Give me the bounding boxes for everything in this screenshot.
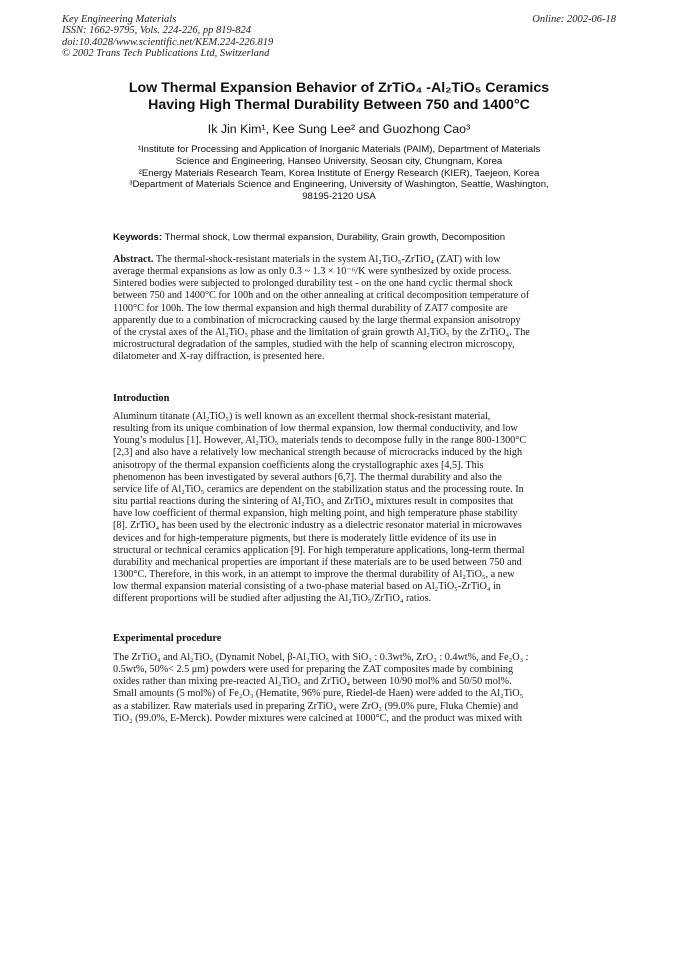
intro-line: anisotropy of the thermal expansion coefficients along the crystallographic axes [4,5]. This [113, 459, 484, 471]
abstract-line: of the crystal axes of the Al₂TiO₅ phase and the limitation of grain growth Al₂TiO₅ by the ZrTiO₄. The [113, 326, 530, 338]
intro-line: devices and for high-temperature pigments, but there is moderately little evidence of its use in [113, 532, 497, 544]
experimental-line: as a stabilizer. Raw materials used in preparing ZrTiO₄ were ZrO₂ (99.0% pure, Fluka Chemie) and [113, 700, 519, 712]
introduction-heading: Introduction [113, 393, 170, 404]
intro-line: different proportions will be studied after adjusting the Al₂TiO₅/ZrTiO₄ ratios. [113, 593, 432, 605]
intro-line: have low coefficient of thermal expansion, high melting point, and high temperature phase stability [113, 508, 518, 520]
intro-line: [8]. ZrTiO₄ has been used by the electronic industry as a dielectric resonator material in microwaves [113, 520, 522, 532]
experimental-body [113, 652, 560, 725]
affiliation-line: 98195-2120 USA [302, 191, 376, 203]
paper-title [60, 80, 618, 113]
intro-line: 1300°C. Therefore, in this work, in an attempt to improve the thermal durability of Al₂TiO₅, a new [113, 569, 515, 581]
intro-line: low thermal expansion material consisting of a two-phase material based on Al₂TiO₅-ZrTiO₄ in [113, 581, 501, 593]
affiliation-line: ¹Institute for Processing and Application of Inorganic Materials (PAIM), Department of Materials [137, 144, 541, 155]
abstract-line: Sintered bodies were subjected to prolonged durability test - on the one hand cyclic thermal shock [113, 278, 513, 290]
intro-line: Young’s modulus [1]. However, Al₂TiO₅ materials tends to decompose fully in the range 800-1300°C [113, 435, 527, 447]
abstract-line: dilatometer and X-ray diffraction, is presented here. [113, 351, 325, 363]
affiliations [96, 144, 582, 203]
abstract-line: between 750 and 1400°C for 100h and on the other annealing at critical decomposition temperature of [113, 290, 530, 302]
abstract-label: Abstract. [113, 254, 154, 265]
intro-line: durability and mechanical properties are important if these materials are to be used between 750 and [113, 556, 522, 568]
abstract-line: 1100°C for 100h. The low thermal expansion and high thermal durability of ZAT7 composite are [113, 302, 508, 314]
online-date: Online: 2002-06-18 [532, 14, 616, 25]
intro-line: structural or technical ceramics application [9]. For high temperature applications, long-term thermal [113, 544, 525, 556]
experimental-line: The ZrTiO₄ and Al₂TiO₅ (Dynamit Nobel, β-Al₂TiO₅ with SiO₂ : 0.3wt%, ZrO₂ : 0.4wt%, and Fe₂O₃ : [113, 652, 529, 663]
journal-name: Key Engineering Materials [62, 14, 177, 25]
abstract-line: average thermal expansions as low as only 0.3 ~ 1.3 × 10⁻⁶/K were synthesized by oxide process. [113, 266, 512, 278]
experimental-line: Small amounts (5 mol%) of Fe₂O₃ (Hematite, 96% pure, Riedel-de Haen) were added to the Al₂TiO₅ [113, 688, 524, 700]
journal-header [62, 14, 273, 60]
keywords [113, 232, 505, 243]
doi-line[interactable]: doi:10.4028/www.scientific.net/KEM.224-226.819 [62, 36, 274, 48]
intro-line: phenomenon has been investigated by several authors [6,7]. The thermal durability and also the [113, 471, 502, 483]
abstract-line: Abstract. The thermal-shock-resistant materials in the system Al₂TiO₅-ZrTiO₄ (ZAT) with low [113, 254, 501, 265]
experimental-line: 0.5wt%, 50%< 2.5 μm) powders were used for preparing the ZAT composites made by combining [113, 664, 514, 676]
intro-line: [2,3] and also have a relatively low mechanical strength because of microcracks induced by the high [113, 447, 523, 459]
affiliation-line: ³Department of Materials Science and Engineering, University of Washington, Seattle, Washington, [129, 179, 549, 191]
copyright-line: © 2002 Trans Tech Publications Ltd, Switzerland [62, 48, 270, 60]
affiliation-line: ²Energy Materials Research Team, Korea Institute of Energy Research (KIER), Taejeon, Korea [138, 167, 540, 179]
experimental-line: oxides rather than mixing pre-reacted Al₂TiO₅ and ZrTiO₄ between 10/90 mol% and 50/50 mol%. [113, 676, 512, 688]
experimental-line: TiO₂ (99.0%, E-Merck). Powder mixtures were calcined at 1000°C, and the product was mixed with [113, 712, 522, 724]
affiliation-line: Science and Engineering, Hanseo University, Seosan city, Chungnam, Korea [175, 155, 503, 167]
title-line-2: Having High Thermal Durability Between 750 and 1400°C [148, 96, 530, 113]
abstract-line: apparently due to a combination of microcracking caused by the large thermal expansion anisotropy [113, 314, 521, 326]
intro-line: service life of Al₂TiO₅ ceramics are dependent on the stabilization status and the processing route. In [113, 483, 524, 495]
intro-line: situ partial reactions during the sintering of Al₂TiO₅ and ZrTiO₄ mixtures result in composites that [113, 496, 514, 508]
author-list: Ik Jin Kim¹, Kee Sung Lee² and Guozhong Cao³ [207, 122, 471, 136]
issn-line: ISSN: 1662-9795, Vols. 224-226, pp 819-824 [62, 25, 251, 37]
intro-line: Aluminum titanate (Al₂TiO₅) is well known as an excellent thermal shock-resistant material, [113, 411, 491, 422]
experimental-heading: Experimental procedure [113, 633, 222, 644]
introduction-body [113, 411, 560, 606]
abstract-line: microstructural degradation of the samples, studied with the help of scanning electron microscopy, [113, 339, 515, 351]
abstract [113, 254, 560, 363]
keywords-label: Keywords: [113, 232, 163, 243]
intro-line: resulting from its unique combination of low thermal expansion, low thermal conductivity, and low [113, 423, 518, 435]
title-line-1: Low Thermal Expansion Behavior of ZrTiO₄ -Al₂TiO₅ Ceramics [128, 80, 550, 96]
keywords-text: Thermal shock, Low thermal expansion, Durability, Grain growth, Decomposition [164, 232, 506, 243]
